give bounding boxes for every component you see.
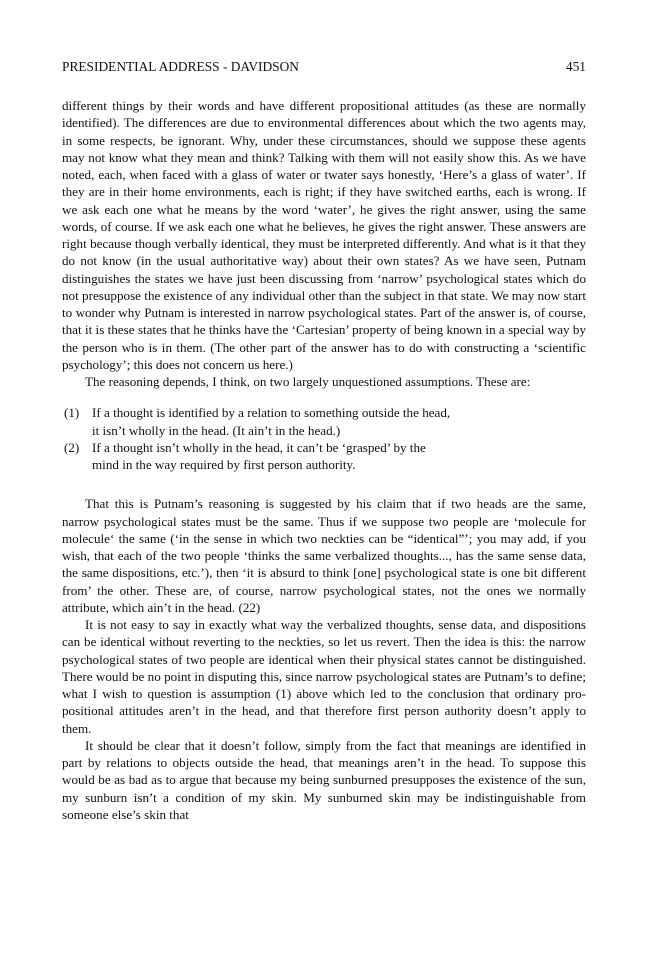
paragraph-2: The reasoning depends, I think, on two largely unquestioned assumptions. These are: bbox=[85, 374, 531, 389]
running-title: PRESIDENTIAL ADDRESS - DAVIDSON bbox=[62, 59, 299, 74]
paragraph-4: It is not easy to say in exactly what way the verbalized thoughts, sense data, and dispositions can be identical without reverting to the neckties, so let us revert. Then the idea is this: the narrow psychological states of two people are identical when their physical states cannot be distinguished. There would be no point in disputing this, since narrow psychological states are Putnam’s to define; what I wish to question is assumption (1) above which led to the conclusion that ordinary propositional attitudes aren’t in the head, and that therefore first person authority doesn’t apply to them. bbox=[62, 617, 586, 736]
running-header bbox=[62, 58, 586, 76]
page-number: 451 bbox=[565, 59, 586, 74]
assumption-1 bbox=[62, 404, 586, 439]
assumption-number: (1) bbox=[64, 405, 80, 421]
assumption-number: (2) bbox=[64, 439, 80, 455]
assumption-line: mind in the way required by first person authority. bbox=[92, 457, 356, 472]
assumption-line: If a thought isn’t wholly in the head, it can’t be ‘grasped’ by the bbox=[92, 439, 426, 455]
assumptions-list bbox=[62, 404, 586, 473]
paragraph-5: It should be clear that it doesn’t follow, simply from the fact that meanings are identified in part by relations to objects outside the head, that meanings aren’t in the head. To suppose this would be as bad as to argue that because my being sunburned presupposes the existence of the sun, my sunburn isn’t a condition of my skin. My sunburned skin may be indistinguishable from someone else’s skin that bbox=[62, 737, 586, 822]
assumption-line: If a thought is identified by a relation to something outside the head, bbox=[92, 405, 451, 421]
assumption-2 bbox=[62, 439, 586, 474]
assumption-line: it isn’t wholly in the head. (It ain’t in the head.) bbox=[92, 422, 341, 438]
paragraph-1: different things by their words and have different propositional attitudes (as these are normally identified). The differences are due to environmental differences about which the two agents may, in some respects, be ignorant. Why, under these circumstances, should we suppose these agents may not know what they mean and think? Talking with them will not easily show this. As we have noted, each, when faced with a glass of water or twater says honestly, ‘Here’s a glass of water’. If they are in their home environments, each is right; if they have switched earths, each is wrong. If we ask each one what he means by the word ‘water’, he gives the right answer, using the same words, of course. If we ask each one what he believes, he gives the right answer. These answers are right because though verbally identical, they must be interpreted differently. And what is it that they do not know (in the usual authoritative way) about their own states? As we have seen, Putnam distinguishes the states we have just been discussing from ‘narrow’ psychological states which do not presuppose the existence of any individual other than the subject in that state. We may now start to wonder why Putnam is interested in narrow psychological states. Part of the answer is, of course, that it is these states that he thinks have the ‘Cartesian’ property of being known in a special way by the person who is in them. (The other part of the answer has to do with constructing a ‘scientific psychology’; this does not concern us here.) bbox=[62, 98, 586, 372]
page-body bbox=[62, 58, 586, 823]
paragraph-3: That this is Putnam’s reasoning is suggested by his claim that if two heads are the same, narrow psychological states must be the same. Thus if we suppose two people are ‘molecule for molecule‘ the same (‘in the sense in which two neckties can be “identical”’; you may add, if you wish, that each of the two people ‘thinks the same verbalized thoughts..., has the same sense data, the same dispositions, etc.’), then ‘it is absurd to think [one] psychological state is one bit different from’ the other. These are, of course, narrow psychological states, not the ones we normally attribute, which ain’t in the head. (22) bbox=[62, 496, 586, 615]
